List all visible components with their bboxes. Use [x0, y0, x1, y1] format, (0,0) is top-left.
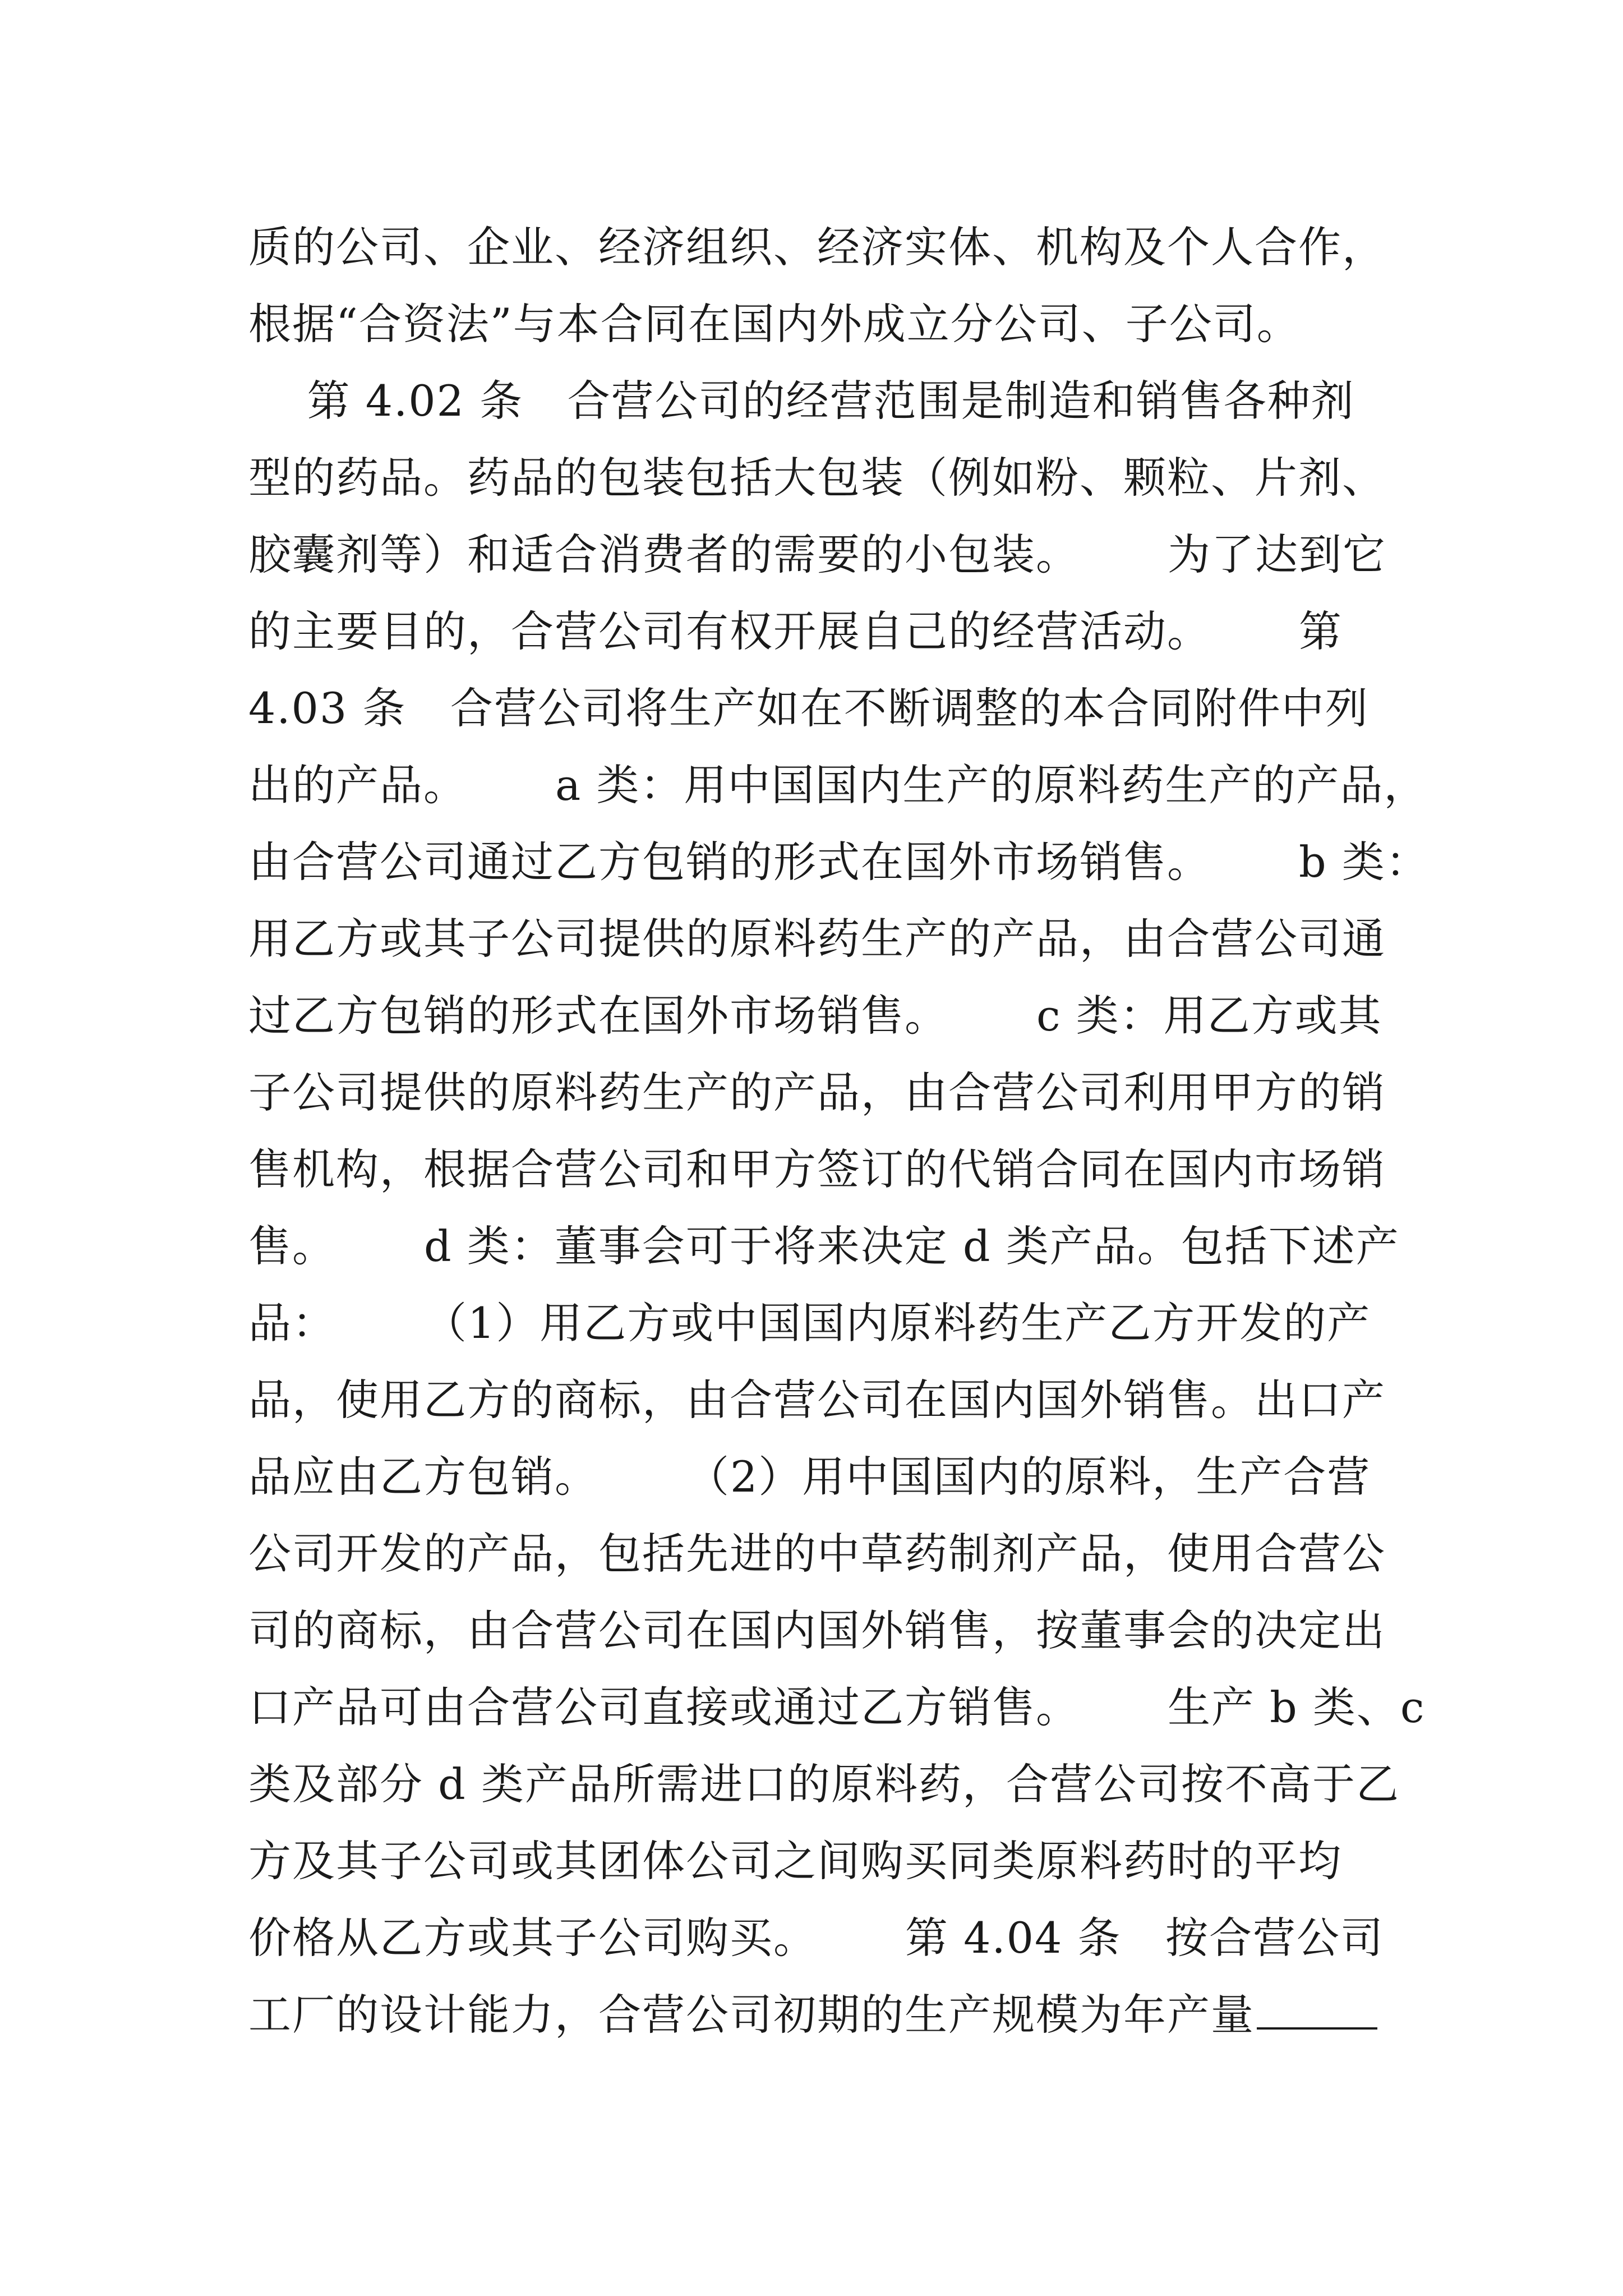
contract-body-text	[248, 209, 1430, 2053]
text-line: 由合营公司通过乙方包销的形式在国外市场销售。 b 类：	[248, 837, 1430, 887]
text-line: 用乙方或其子公司提供的原料药生产的产品，由合营公司通	[248, 914, 1386, 964]
text-line: 根据“合资法”与本合同在国内外成立分公司、子公司。	[248, 299, 1301, 349]
text-line: 4.03 条 合营公司将生产如在不断调整的本合同附件中列	[248, 683, 1369, 733]
text-line: 品应由乙方包销。 （2）用中国国内的原料，生产合营	[248, 1452, 1371, 1502]
text-line: 售。 d 类：董事会可于将来决定 d 类产品。包括下述产	[248, 1221, 1400, 1271]
text-line-last	[248, 1976, 1387, 2053]
text-line: 质的公司、企业、经济组织、经济实体、机构及个人合作，	[248, 222, 1386, 272]
text-line: 的主要目的，合营公司有权开展自己的经营活动。 第	[248, 606, 1343, 656]
text-line: 公司开发的产品，包括先进的中草药制剂产品，使用合营公	[248, 1529, 1386, 1579]
text-line: 方及其子公司或其团体公司之间购买同类原料药时的平均	[248, 1836, 1342, 1886]
fill-in-blank	[1257, 1988, 1377, 2030]
text-line: 品： （1）用乙方或中国国内原料药生产乙方开发的产	[248, 1298, 1371, 1348]
text-line: 出的产品。 a 类：用中国国内生产的原料药生产的产品，	[248, 760, 1428, 810]
text-line: 型的药品。药品的包装包括大包装（例如粉、颗粒、片剂、	[248, 453, 1386, 503]
text-line: 口产品可由合营公司直接或通过乙方销售。 生产 b 类、c	[248, 1682, 1426, 1732]
text-line: 类及部分 d 类产品所需进口的原料药，合营公司按不高于乙	[248, 1759, 1400, 1809]
text-line: 司的商标，由合营公司在国内国外销售，按董事会的决定出	[248, 1605, 1386, 1655]
text-line: 子公司提供的原料药生产的产品，由合营公司利用甲方的销	[248, 1068, 1386, 1117]
text-line: 售机构，根据合营公司和甲方签订的代销合同在国内市场销	[248, 1144, 1386, 1194]
text-line: 价格从乙方或其子公司购买。 第 4.04 条 按合营公司	[248, 1913, 1384, 1963]
text-line: 第 4.02 条 合营公司的经营范围是制造和销售各种剂	[248, 376, 1355, 426]
text-line: 胶囊剂等）和适合消费者的需要的小包装。 为了达到它	[248, 530, 1386, 579]
last-line-text: 工厂的设计能力，合营公司初期的生产规模为年产量	[248, 1990, 1255, 2040]
text-line: 过乙方包销的形式在国外市场销售。 c 类：用乙方或其	[248, 991, 1382, 1041]
text-line: 品，使用乙方的商标，由合营公司在国内国外销售。出口产	[248, 1375, 1386, 1425]
